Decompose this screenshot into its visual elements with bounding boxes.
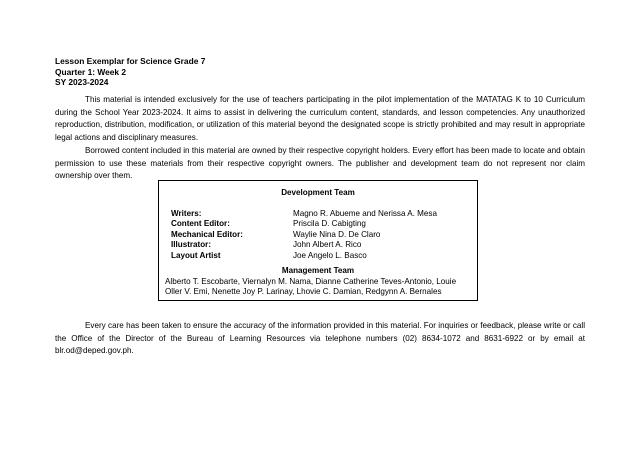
contact-paragraph: Every care has been taken to ensure the accuracy of the information provided in this material. For inquiries or feedback, please write or call the Office of the Director of the Bureau of Learning Resources via telephone numbers (02) 8634-1072 and 8631-6922 or by email at blr.od@deped.gov.ph. <box>55 321 585 356</box>
header-school-year: SY 2023-2024 <box>55 77 109 87</box>
team-member-row <box>171 209 471 219</box>
team-member-row <box>171 230 471 240</box>
management-team-title: Management Team <box>281 266 355 275</box>
role-label: Writers: <box>171 209 202 218</box>
document-header <box>55 56 205 88</box>
role-names: Joe Angelo L. Basco <box>293 250 367 260</box>
role-label: Content Editor: <box>171 219 230 229</box>
copyright-paragraph: Borrowed content included in this material are owned by their respective copyright holders. Every effort has been made to locate and obtain permission to use these materials from their respective copyright owners. The publisher and development team do not represent nor claim ownership over them. <box>55 146 585 181</box>
management-names-line: Alberto T. Escobarte, Viernalyn M. Nama, Dianne Catherine Teves-Antonio, Louie <box>165 277 457 286</box>
management-names-line: Oller V. Emi, Nenette Joy P. Larinay, Lhovie C. Damian, Redgynn A. Bernales <box>165 287 442 297</box>
role-label: Mechanical Editor: <box>171 229 243 239</box>
development-team-list <box>171 209 471 261</box>
team-credits-box <box>158 180 478 301</box>
team-member-row <box>171 219 471 229</box>
management-team-names <box>165 277 475 298</box>
team-member-row <box>171 240 471 250</box>
role-label: Layout Artist <box>171 250 221 260</box>
role-names: Priscila D. Cabigting <box>293 219 366 229</box>
development-team-title: Development Team <box>281 188 355 197</box>
team-member-row <box>171 251 471 261</box>
header-title: Lesson Exemplar for Science Grade 7 <box>55 56 206 66</box>
role-label: Illustrator: <box>171 240 212 250</box>
header-quarter: Quarter 1: Week 2 <box>55 66 127 77</box>
role-names: John Albert A. Rico <box>293 240 362 250</box>
role-names: Magno R. Abueme and Nerissa A. Mesa <box>293 209 437 218</box>
intro-paragraph: This material is intended exclusively for the use of teachers participating in the pilot implementation of the MATATAG K to 10 Curriculum during the School Year 2023-2024. It aims to assist in delivering the curriculum content, standards, and lesson competencies. Any unauthorized reproduction, distribution, modification, or utilization of this material beyond the designated scope is strictly prohibited and may result in appropriate legal actions and disciplinary measures. <box>55 95 585 142</box>
role-names: Waylie Nina D. De Claro <box>293 229 381 239</box>
